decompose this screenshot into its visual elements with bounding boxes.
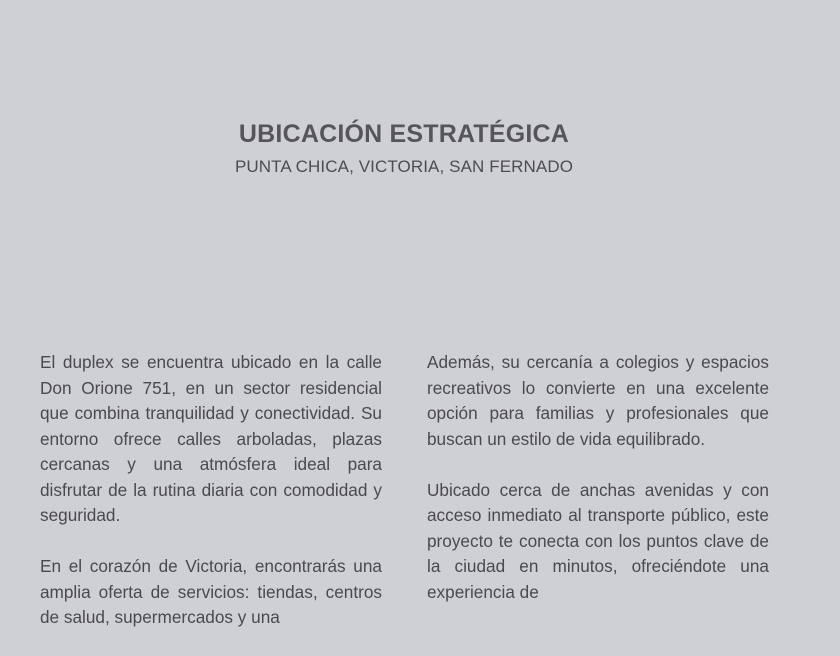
header: [0, 120, 808, 177]
paragraph: Además, su cercanía a colegios y espacios recreativos lo convierte en una excelente opción para familias y profesionales que buscan un estilo de vida equilibrado.: [427, 352, 769, 449]
left-column: [40, 350, 382, 656]
paragraph: El duplex se encuentra ubicado en la calle Don Orione 751, en un sector residencial que combina tranquilidad y conectividad. Su entorno ofrece calles arboladas, plazas cercanas y una atmósfera ideal para disfrutar de la rutina diaria con comodidad y seguridad.: [40, 352, 382, 525]
paragraph: En el corazón de Victoria, encontrarás una amplia oferta de servicios: tiendas, centros de salud, supermercados y una: [40, 556, 382, 627]
page-title: UBICACIÓN ESTRATÉGICA: [238, 120, 570, 148]
paragraph: Ubicado cerca de anchas avenidas y con acceso inmediato al transporte público, este proyecto te conecta con los puntos clave de la ciudad en minutos, ofreciéndote una experiencia de: [427, 479, 769, 602]
page-subtitle: PUNTA CHICA, VICTORIA, SAN FERNADO: [234, 157, 574, 176]
right-column: [427, 350, 769, 631]
